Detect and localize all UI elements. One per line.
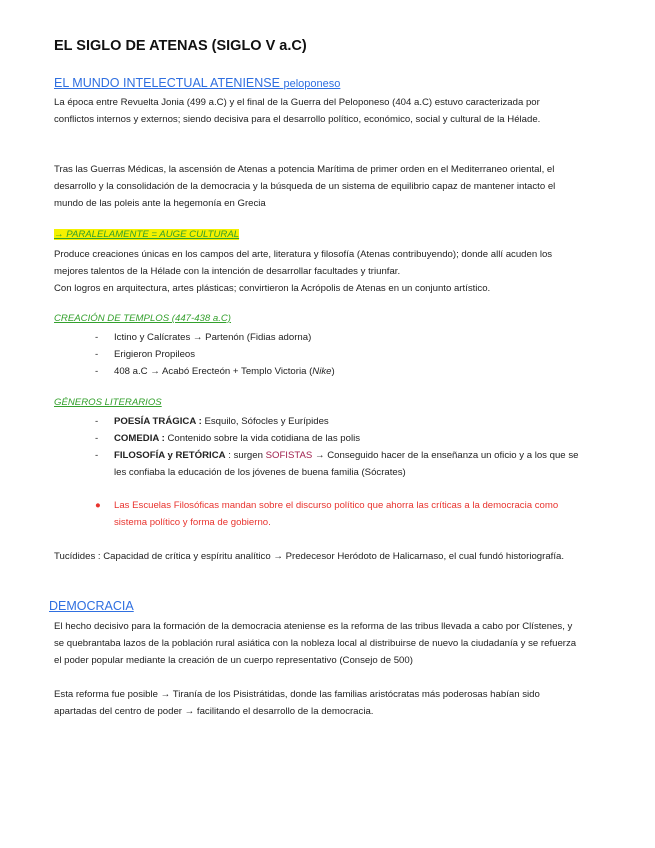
paragraph-guerras-medicas: Tras las Guerras Médicas, la ascensión de Atenas a potencia Marítima de primer orden en el Mediterraneo oriental, el desarrollo y la consolidación de la democracia y la búsqueda de un sistema de equilibrio capaz de mantener intacto el mundo de las poleis ante la hegemonía en Grecia — [54, 164, 556, 209]
paragraph-clistenes: El hecho decisivo para la formación de la democracia ateniense es la reforma de las tribus llevada a cabo por Clístenes, y se quebrantaba lazos de la población rural asiática con la nobleza local al distribuirse de nuevo la ciudadanía y se refuerza el poder popular mediante la creación de un cuerpo representativo (Consejo de 500) — [54, 621, 577, 666]
heading-templos: CREACIÓN DE TEMPLOS (447-438 a.C) — [54, 313, 232, 324]
list-item: - FILOSOFÍA y RETÓRICA : surgen SOFISTAS → Conseguido hacer de la enseñanza un oficio y a los que se les confiaba la educación de los jóvenes de buena familia (Sócrates) — [95, 447, 585, 481]
bullet-escuelas — [95, 497, 585, 531]
document-title: EL SIGLO DE ATENAS (SIGLO V a.C) — [54, 38, 307, 54]
paragraph-creaciones: Produce creaciones únicas en los campos del arte, literatura y filosofía (Atenas contribuyendo); donde allí acuden los mejores talentos de la Hélade con la intención de desarrollar facultades y triunfar. — [54, 249, 553, 277]
paragraph-epoca: La época entre Revuelta Jonia (499 a.C) y el final de la Guerra del Peloponeso (404 a.C) estuvo caracterizada por conflictos internos y externos; siendo decisiva para el desarrollo político, económico, social y cultural de la Hélade. — [54, 97, 541, 125]
list-item: - Erigieron Propileos — [95, 346, 585, 363]
list-templos — [95, 329, 585, 380]
paragraph-auge — [54, 246, 578, 297]
bullet-dot: ● — [95, 500, 101, 511]
heading-sub: peloponeso — [283, 78, 341, 90]
paragraph-logros: Con logros en arquitectura, artes plásticas; convirtieron la Acrópolis de Atenas en un conjunto artístico. — [54, 283, 491, 294]
heading-generos: GÉNEROS LITERARIOS — [54, 397, 162, 408]
list-item: - POESÍA TRÁGICA : Esquilo, Sófocles y Eurípides — [95, 413, 585, 430]
list-item: - Ictino y Calícrates → Partenón (Fidias adorna) — [95, 329, 585, 346]
heading-paralelamente — [54, 229, 239, 240]
section-heading-democracia: DEMOCRACIA — [49, 599, 134, 613]
list-generos — [95, 413, 585, 481]
paragraph-tucidides: Tucídides : Capacidad de crítica y espíritu analítico → Predecesor Heródoto de Halicarnaso, el cual fundó historiografía. — [54, 551, 564, 562]
list-item: - 408 a.C → Acabó Erecteón + Templo Victoria (Nike) — [95, 363, 585, 380]
list-item: - COMEDIA : Contenido sobre la vida cotidiana de las polis — [95, 430, 585, 447]
bullet-text: Las Escuelas Filosóficas mandan sobre el discurso político que ahorra las críticas a la democracia como sistema político y forma de gobierno. — [114, 500, 559, 528]
highlighted-heading: → PARALELAMENTE = AUGE CULTURAL — [54, 229, 240, 240]
paragraph-reforma: Esta reforma fue posible → Tiranía de los Pisistrátidas, donde las familias aristócratas más poderosas habían sido apartadas del centro de poder → facilitando el desarrollo de la democracia. — [54, 689, 540, 717]
heading-text: EL MUNDO INTELECTUAL ATENIENSE — [54, 76, 280, 90]
section-heading-mundo-intelectual — [54, 76, 340, 90]
